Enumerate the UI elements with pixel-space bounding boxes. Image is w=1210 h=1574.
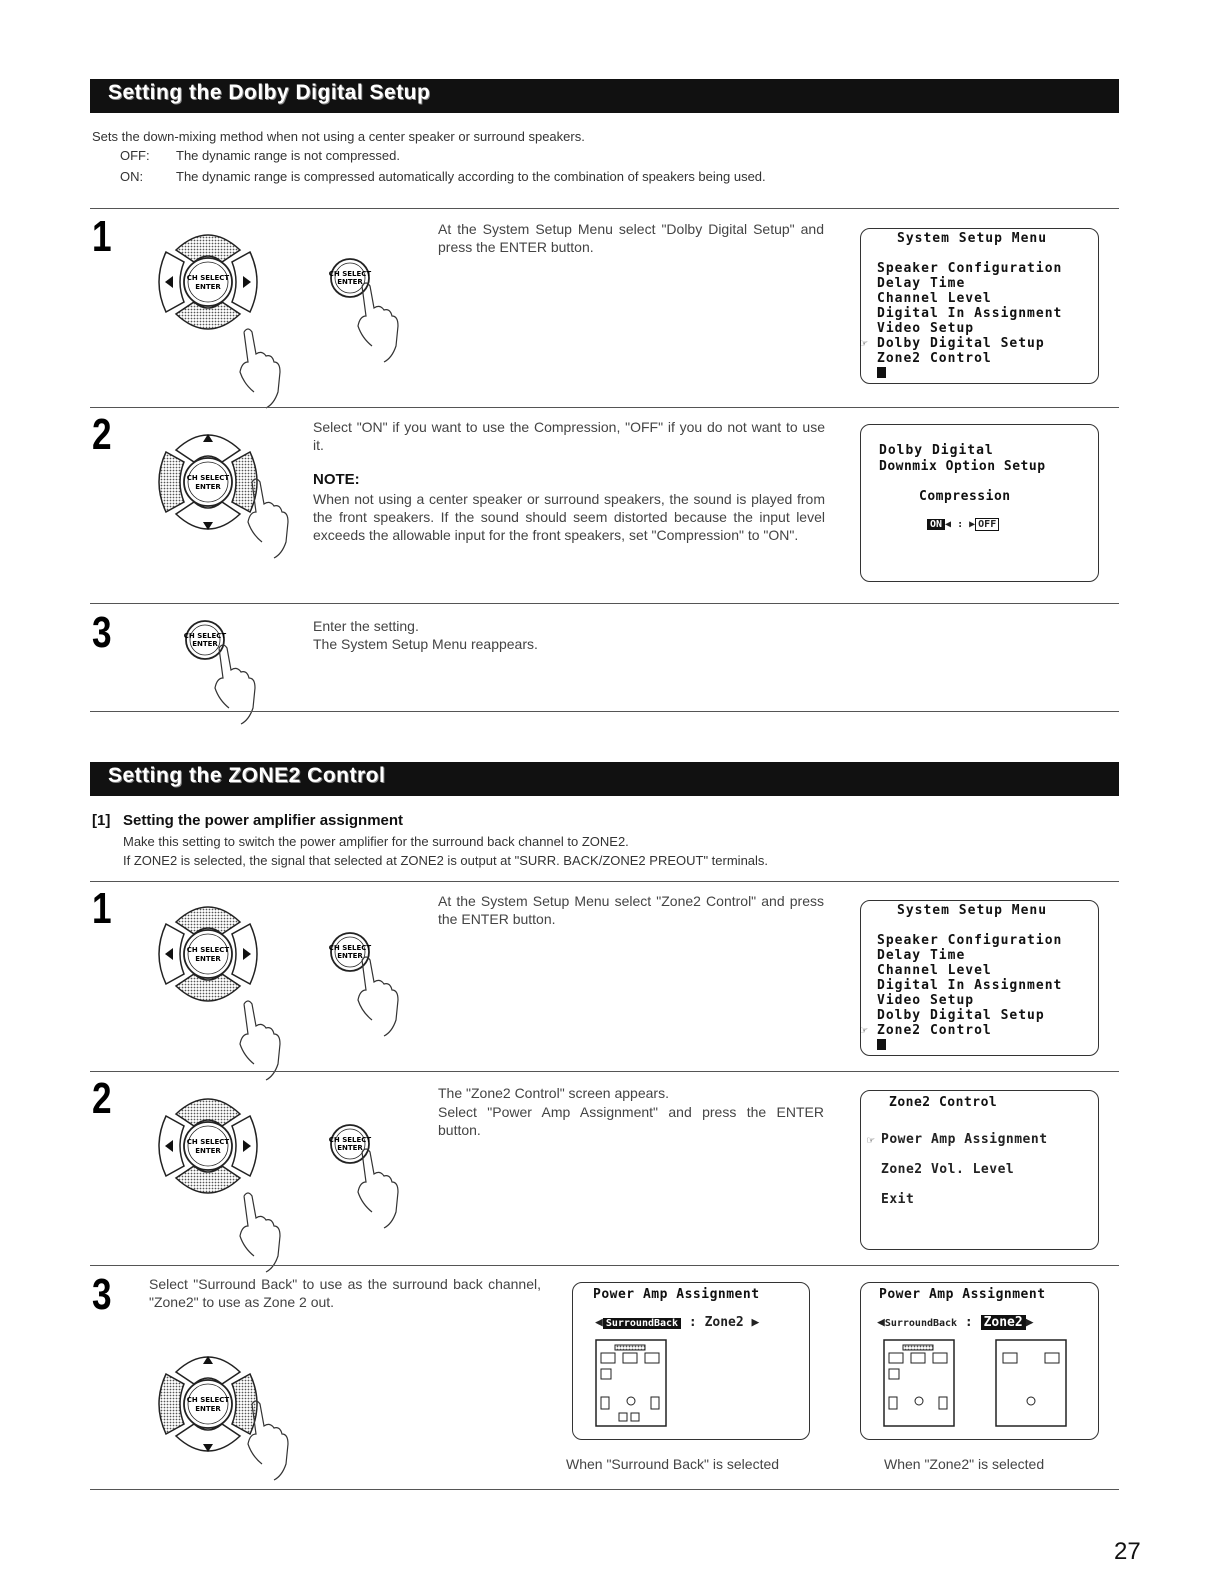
menu-item — [877, 321, 1062, 336]
menu-item — [877, 948, 1062, 963]
step-instruction: Select "Surround Back" to use as the surround back channel, "Zone2" to use as Zone 2 out. — [149, 1276, 541, 1310]
button-label: CH SELECT — [328, 270, 372, 278]
separator: : — [964, 1315, 973, 1330]
osd-screen-system-setup — [860, 900, 1099, 1056]
caption: When "Surround Back" is selected — [566, 1456, 780, 1472]
step-instruction: At the System Setup Menu select "Zone2 Control" and press the ENTER button. — [438, 893, 824, 927]
pointer-icon: ☞ — [867, 1133, 875, 1147]
screen-menu — [860, 933, 1063, 1038]
enter-button-icon — [330, 1124, 420, 1204]
right-arrow-icon: ▶ — [751, 1315, 760, 1330]
note-text: When not using a center speaker or surround speakers, the sound is played from the front speakers. If the sound should seem distorted because the input level exceeds the allowable input for the front speakers, set "Compression" to "ON". — [313, 491, 825, 543]
scroll-down-icon — [877, 1039, 886, 1050]
menu-item — [877, 933, 1062, 948]
menu-item — [877, 978, 1062, 993]
option-surround-back: SurroundBack — [603, 1318, 681, 1329]
section-title: Setting the Dolby Digital Setup — [108, 81, 431, 104]
step-instruction: Select "Power Amp Assignment" and press the ENTER button. — [438, 1104, 824, 1138]
screen-title: System Setup Menu — [897, 903, 1048, 918]
note-label: NOTE: — [313, 471, 360, 488]
screen-line: Compression — [919, 489, 1011, 504]
divider — [90, 1265, 1119, 1266]
screen-title: Power Amp Assignment — [879, 1287, 1046, 1302]
remote-dpad-icon — [148, 884, 288, 1034]
on-term: ON: — [120, 169, 144, 184]
menu-item — [877, 993, 1062, 1008]
option-zone2: Zone2 — [981, 1315, 1026, 1330]
option-zone2: Zone2 — [704, 1315, 744, 1330]
screen-title: System Setup Menu — [897, 231, 1048, 246]
menu-item-label: Digital In Assignment — [877, 306, 1063, 321]
menu-item-label: Zone2 Vol. Level — [881, 1162, 1015, 1177]
assignment-row — [877, 1315, 1034, 1330]
button-label: ENTER — [195, 955, 221, 963]
section-banner-zone2 — [90, 762, 1119, 796]
remote-dpad-icon — [148, 1076, 288, 1226]
zone2-speaker-layout-icon — [995, 1339, 1067, 1427]
menu-item-label: Video Setup — [877, 321, 975, 336]
menu-item-label: Delay Time — [877, 948, 966, 963]
menu-item-label: Speaker Configuration — [877, 261, 1063, 276]
screen-title: Power Amp Assignment — [593, 1287, 760, 1302]
osd-screen-power-amp-surround — [572, 1282, 810, 1440]
menu-item — [860, 336, 1062, 351]
screen-title: Zone2 Control — [889, 1095, 998, 1110]
speaker-layout-icon — [595, 1339, 667, 1427]
button-label: CH SELECT — [186, 1396, 230, 1404]
left-arrow-icon: ◀ — [877, 1315, 885, 1330]
button-label: ENTER — [192, 640, 218, 648]
off-term: OFF: — [120, 148, 150, 163]
divider — [90, 1489, 1119, 1490]
button-label: ENTER — [195, 283, 221, 291]
off-description: The dynamic range is not compressed. — [176, 148, 400, 163]
menu-item-label: Channel Level — [877, 963, 992, 978]
enter-button-icon — [330, 932, 420, 1012]
scroll-down-icon — [877, 367, 886, 378]
subsection-number: [1] — [92, 812, 111, 829]
on-description: The dynamic range is compressed automatically according to the combination of speakers being used. — [176, 169, 766, 184]
menu-item — [877, 291, 1062, 306]
menu-item — [877, 1008, 1062, 1023]
step-number: 2 — [92, 1074, 112, 1123]
intro-text: Make this setting to switch the power amplifier for the surround back channel to ZONE2. — [123, 834, 629, 849]
menu-item — [877, 276, 1062, 291]
button-label: ENTER — [337, 952, 363, 960]
button-label: ENTER — [195, 483, 221, 491]
option-surround-back: SurroundBack — [884, 1318, 958, 1329]
compression-toggle — [927, 519, 999, 530]
off-option: OFF — [975, 518, 999, 531]
enter-button-icon — [185, 620, 285, 700]
assignment-row — [595, 1315, 759, 1330]
menu-item — [877, 306, 1062, 321]
osd-screen-power-amp-zone2 — [860, 1282, 1099, 1440]
step-number: 2 — [92, 410, 112, 459]
divider — [90, 1071, 1119, 1072]
remote-dpad-icon — [148, 212, 288, 362]
divider — [90, 208, 1119, 209]
step-instruction: The "Zone2 Control" screen appears. — [438, 1085, 669, 1101]
button-label: CH SELECT — [328, 1136, 372, 1144]
step-number: 3 — [92, 608, 112, 657]
speaker-layout-icon — [883, 1339, 955, 1427]
separator: : — [688, 1315, 697, 1330]
divider — [90, 407, 1119, 408]
remote-dpad-icon — [148, 412, 288, 562]
step-number: 1 — [92, 212, 112, 261]
button-label: ENTER — [337, 278, 363, 286]
on-option: ON — [927, 519, 945, 530]
button-label: CH SELECT — [186, 474, 230, 482]
step-instruction: Enter the setting. — [313, 618, 419, 634]
button-label: ENTER — [337, 1144, 363, 1152]
intro-text: Sets the down-mixing method when not using a center speaker or surround speakers. — [92, 129, 585, 144]
menu-item-label: Dolby Digital Setup — [877, 336, 1045, 351]
button-label: CH SELECT — [186, 946, 230, 954]
menu-item — [877, 963, 1062, 978]
enter-button-icon — [330, 258, 420, 338]
menu-item — [867, 1125, 1048, 1155]
button-label: CH SELECT — [186, 1138, 230, 1146]
left-arrow-icon: ◀ : ▶ — [945, 519, 976, 530]
subsection-title: Setting the power amplifier assignment — [123, 812, 404, 829]
menu-item-label: Digital In Assignment — [877, 978, 1063, 993]
menu-item-label: Video Setup — [877, 993, 975, 1008]
menu-item-label: Exit — [881, 1192, 915, 1207]
button-label: ENTER — [195, 1405, 221, 1413]
caption: When "Zone2" is selected — [884, 1456, 1045, 1472]
osd-screen-zone2-control — [860, 1090, 1099, 1250]
menu-item-label: Zone2 Control — [877, 1023, 992, 1038]
page-number: 27 — [1114, 1538, 1141, 1565]
step-number: 1 — [92, 884, 112, 933]
divider — [90, 711, 1119, 712]
left-arrow-icon: ◀ — [595, 1315, 603, 1330]
screen-menu — [867, 1125, 1048, 1215]
osd-screen-system-setup — [860, 228, 1099, 384]
divider — [90, 603, 1119, 604]
section-title: Setting the ZONE2 Control — [108, 764, 386, 787]
pointer-icon: ☞ — [860, 1023, 869, 1037]
screen-menu — [860, 261, 1063, 366]
menu-item-label: Speaker Configuration — [877, 933, 1063, 948]
menu-item — [860, 1023, 1062, 1038]
button-label: CH SELECT — [183, 632, 227, 640]
button-label: CH SELECT — [186, 274, 230, 282]
menu-item-label: Dolby Digital Setup — [877, 1008, 1045, 1023]
menu-item — [877, 261, 1062, 276]
step-instruction: Select "ON" if you want to use the Compression, "OFF" if you do not want to use it. — [313, 419, 825, 453]
screen-line: Dolby Digital — [879, 443, 994, 458]
menu-item-label: Channel Level — [877, 291, 992, 306]
screen-line: Downmix Option Setup — [879, 459, 1046, 474]
pointer-icon: ☞ — [860, 336, 869, 350]
divider — [90, 881, 1119, 882]
step-number: 3 — [92, 1270, 112, 1319]
step-instruction: At the System Setup Menu select "Dolby Digital Setup" and press the ENTER button. — [438, 221, 824, 255]
osd-screen-compression — [860, 424, 1099, 582]
intro-text: If ZONE2 is selected, the signal that selected at ZONE2 is output at "SURR. BACK/ZONE2 PREOUT" terminals. — [123, 853, 769, 868]
button-label: ENTER — [195, 1147, 221, 1155]
menu-item — [867, 1155, 1048, 1185]
step-instruction: The System Setup Menu reappears. — [313, 636, 538, 652]
menu-item-label: Power Amp Assignment — [881, 1132, 1048, 1147]
remote-dpad-icon — [148, 1334, 288, 1484]
menu-item — [867, 1185, 1048, 1215]
right-arrow-icon: ▶ — [1025, 1315, 1034, 1330]
menu-item — [877, 351, 1062, 366]
menu-item-label: Zone2 Control — [877, 351, 992, 366]
button-label: CH SELECT — [328, 944, 372, 952]
section-banner-dolby — [90, 79, 1119, 113]
menu-item-label: Delay Time — [877, 276, 966, 291]
